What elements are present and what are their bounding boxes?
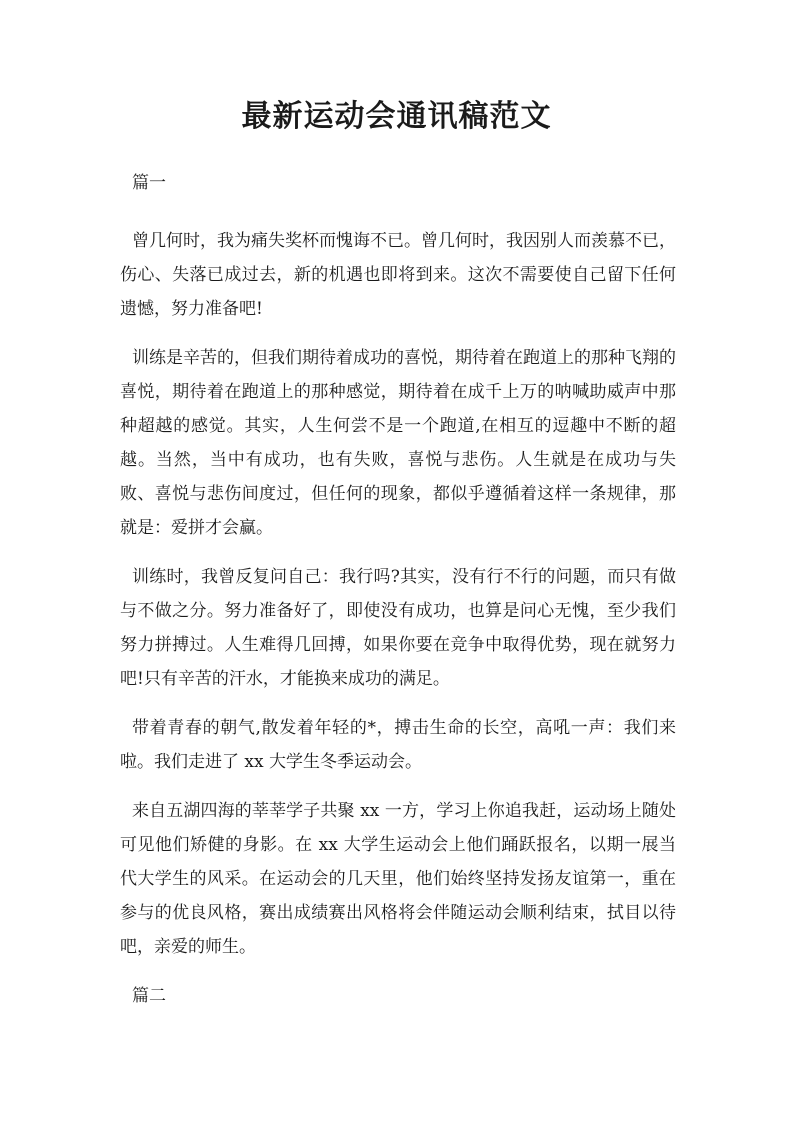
paragraph-1: 曾几何时，我为痛失奖杯而愧诲不已。曾几何时，我因别人而羡慕不已，伤心、失落已成过去，新的机遇也即将到来。这次不需要使自己留下任何遗憾，努力准备吧! <box>120 231 676 319</box>
section-heading-1: 篇一 <box>132 173 166 193</box>
paragraph-4: 带着青春的朝气,散发着年轻的*，搏击生命的长空，高吼一声：我们来啦。我们走进了 xx 大学生冬季运动会。 <box>120 718 676 772</box>
section-heading-2: 篇二 <box>132 986 166 1006</box>
paragraph-5: 来自五湖四海的莘莘学子共聚 xx 一方，学习上你追我赶，运动场上随处可见他们矫健的身影。在 xx 大学生运动会上他们踊跃报名，以期一展当代大学生的风采。在运动会的几天里，他们始终坚持发扬友谊第一，重在参与的优良风格，赛出成绩赛出风格将会伴随运动会顺利结束，拭目以待吧，亲爱的师生。 <box>120 801 676 957</box>
document-title: 最新运动会通讯稿范文 <box>241 99 552 134</box>
document-body <box>120 166 676 1037</box>
paragraph-3: 训练时，我曾反复问自己：我行吗?其实，没有行不行的问题，而只有做与不做之分。努力准备好了，即使没有成功，也算是问心无愧，至少我们努力拼搏过。人生难得几回搏，如果你要在竞争中取得优势，现在就努力吧!只有辛苦的汗水，才能换来成功的满足。 <box>120 567 676 689</box>
paragraph-2: 训练是辛苦的，但我们期待着成功的喜悦，期待着在跑道上的那种飞翔的喜悦，期待着在跑道上的那种感觉，期待着在成千上万的呐喊助威声中那种超越的感觉。其实，人生何尝不是一个跑道,在相互的逗趣中不断的超越。当然，当中有成功，也有失败，喜悦与悲伤。人生就是在成功与失败、喜悦与悲伤间度过，但任何的现象，都似乎遵循着这样一条规律，那就是：爱拼才会赢。 <box>120 348 676 538</box>
